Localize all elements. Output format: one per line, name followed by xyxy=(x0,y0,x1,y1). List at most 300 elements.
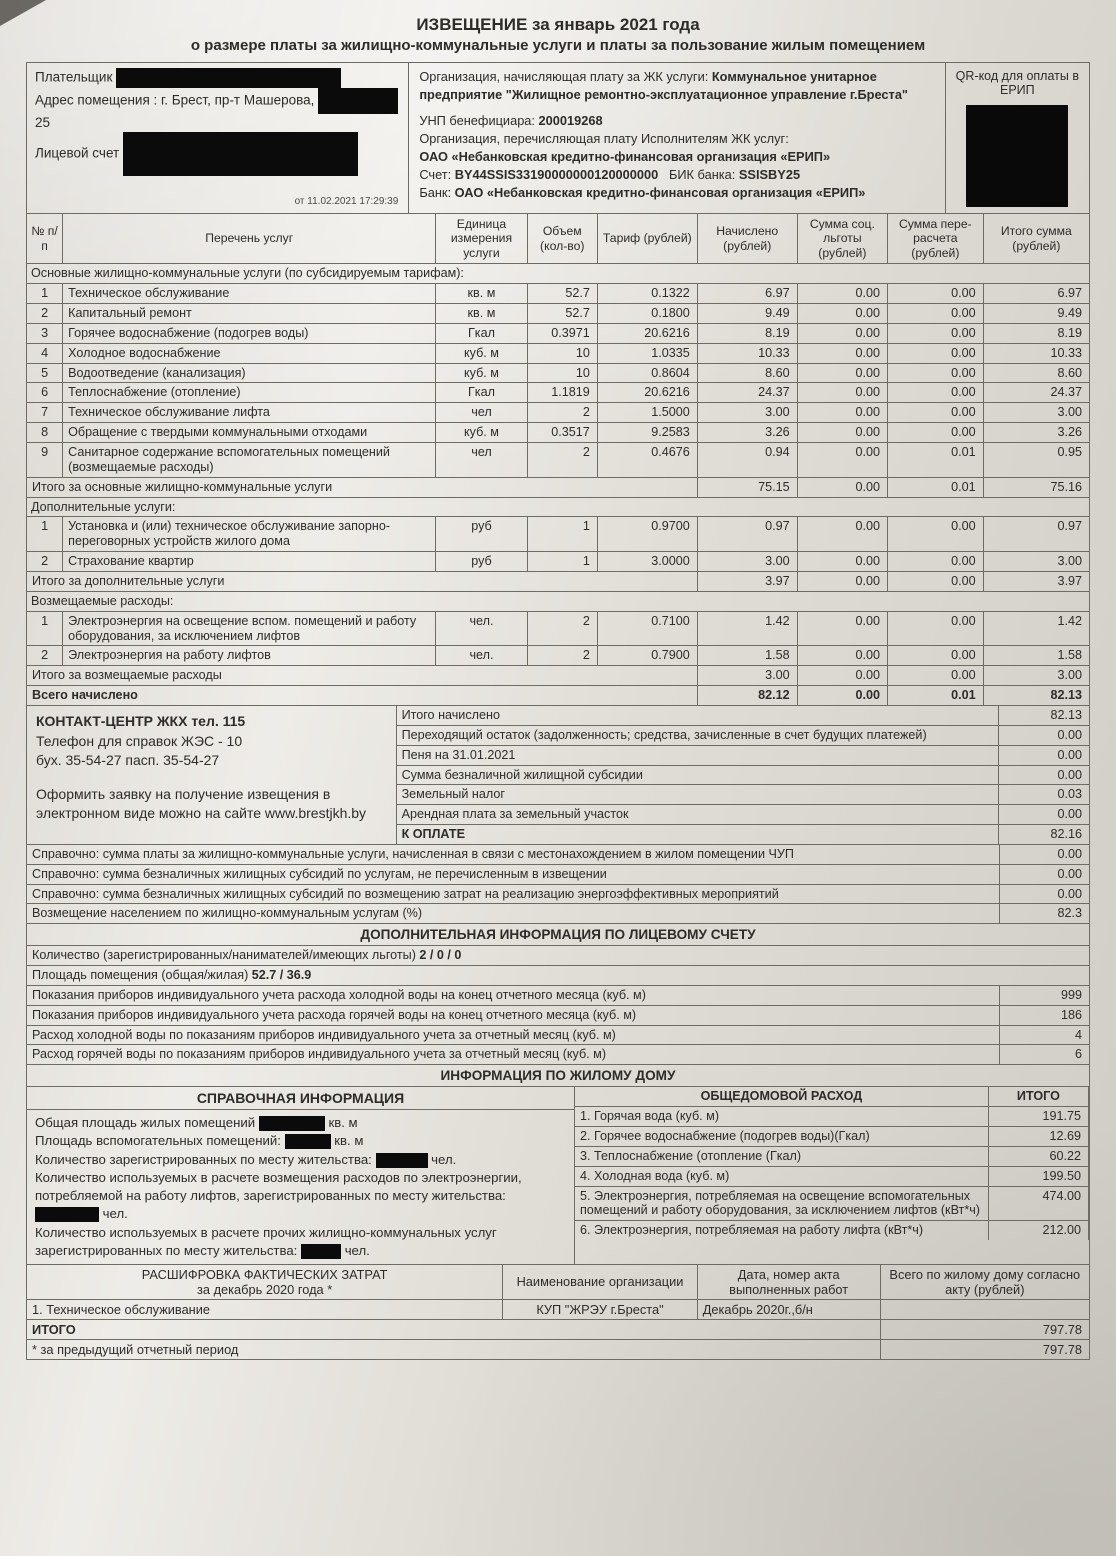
document-subtitle: о размере платы за жилищно-коммунальные услуги и платы за пользование жилым помещением xyxy=(190,37,926,55)
cell-service: Установка и (или) техническое обслуживание запорно-переговорных устройств жилого дома xyxy=(63,517,436,552)
costs-amount xyxy=(880,1299,1089,1319)
cell-num: 5 xyxy=(27,363,63,383)
cell-num: 2 xyxy=(27,646,63,666)
reference-table xyxy=(26,844,1090,924)
consumption-label: 4. Холодная вода (куб. м) xyxy=(575,1166,988,1186)
org-charging-line xyxy=(419,68,934,104)
col-unit: Единица измерения услуги xyxy=(436,214,527,264)
redacted-value xyxy=(285,1134,331,1149)
col-num: № п/п xyxy=(27,214,63,264)
col-accrued: Начислено (рублей) xyxy=(697,214,797,264)
house-info-block xyxy=(26,1087,1090,1265)
cell-num: 2 xyxy=(27,552,63,572)
account-info-label: Расход горячей воды по показаниям приборов индивидуального учета за отчетный месяц (куб. м) xyxy=(27,1045,1000,1065)
cell-service: Холодное водоснабжение xyxy=(63,343,436,363)
reference-row xyxy=(27,904,1090,924)
ref-unit: чел. xyxy=(431,1151,457,1167)
redacted-address-part xyxy=(318,88,398,114)
cell-recalc: 0.00 xyxy=(888,284,984,304)
summary-value: 0.00 xyxy=(999,745,1089,765)
org-transfer-value: ОАО «Небанковская кредитно-финансовая организация «ЕРИП» xyxy=(419,148,831,164)
account-number-line xyxy=(419,166,934,184)
subtotal-social: 0.00 xyxy=(797,477,887,497)
service-row xyxy=(27,552,1090,572)
cell-recalc: 0.00 xyxy=(888,423,984,443)
col-total: Итого сумма (рублей) xyxy=(983,214,1089,264)
summary-row xyxy=(397,725,1089,745)
reference-label: Справочно: сумма платы за жилищно-коммунальные услуги, начисленная в связи с местонахождением в жилом помещении ЧУП xyxy=(27,844,1000,864)
service-row xyxy=(27,517,1090,552)
reference-label: Справочно: сумма безналичных жилищных субсидий по услугам, не перечисленным в извещении xyxy=(27,864,1000,884)
consumption-total-label: ИТОГО xyxy=(988,1087,1088,1106)
consumption-value: 12.69 xyxy=(988,1126,1088,1146)
consumption-label: 2. Горячее водоснабжение (подогрев воды)(Гкал) xyxy=(575,1126,988,1146)
account-info-row xyxy=(27,946,1090,966)
account-info-row xyxy=(27,1025,1090,1045)
cell-tariff: 0.1800 xyxy=(597,303,697,323)
summary-row xyxy=(397,706,1089,725)
account-info-label: Показания приборов индивидуального учета расхода горячей воды на конец отчетного месяца (куб. м) xyxy=(27,1005,1000,1025)
account-info-value: 999 xyxy=(999,985,1089,1005)
consumption-label: 1. Горячая вода (куб. м) xyxy=(575,1107,988,1127)
account-info-value: 52.7 / 36.9 xyxy=(251,967,312,982)
iban-label: Счет: xyxy=(419,166,452,182)
contact-line: КОНТАКТ-ЦЕНТР ЖКХ тел. 115 xyxy=(36,713,246,729)
cell-tariff: 0.1322 xyxy=(597,284,697,304)
house-consumption-table xyxy=(575,1087,1089,1240)
cell-unit: кв. м xyxy=(436,284,527,304)
cell-recalc: 0.01 xyxy=(888,442,984,477)
costs-footnote-label: * за предыдущий отчетный период xyxy=(27,1340,881,1360)
header-info-block xyxy=(26,62,1090,214)
cell-service: Капитальный ремонт xyxy=(63,303,436,323)
cell-volume: 0.3971 xyxy=(527,323,597,343)
cell-unit: чел. xyxy=(436,646,527,666)
cell-num: 7 xyxy=(27,403,63,423)
section-main-services xyxy=(27,264,1090,284)
consumption-label: 6. Электроэнергия, потребляемая на работу лифта (кВт*ч) xyxy=(575,1221,988,1240)
consumption-label: 3. Теплоснабжение (отопление (Гкал) xyxy=(575,1146,988,1166)
cell-service: Электроэнергия на освещение вспом. помещений и работу оборудования, за исключением лифтов xyxy=(63,611,436,646)
account-info-label: Расход холодной воды по показаниям приборов индивидуального учета за отчетный месяц (куб. м) xyxy=(27,1025,1000,1045)
redacted-value xyxy=(259,1116,325,1131)
service-row xyxy=(27,303,1090,323)
redacted-payer-name xyxy=(116,68,341,88)
contact-summary-block xyxy=(26,706,1090,845)
subtotal-accrued: 75.15 xyxy=(697,477,797,497)
cell-volume: 10 xyxy=(527,363,597,383)
summary-row xyxy=(397,805,1089,825)
redacted-value xyxy=(301,1244,341,1259)
cell-tariff: 0.7900 xyxy=(597,646,697,666)
cell-service: Теплоснабжение (отопление) xyxy=(63,383,436,403)
address-label: Адрес помещения : г. Брест, пр-т Машерова, xyxy=(35,92,315,108)
payment-summary xyxy=(397,706,1089,844)
cell-tariff: 20.6216 xyxy=(597,323,697,343)
cell-total: 8.60 xyxy=(983,363,1089,383)
subtotal-reimbursable-row xyxy=(27,666,1090,686)
cell-volume: 52.7 xyxy=(527,284,597,304)
summary-row-total-due xyxy=(397,825,1089,844)
subtotal-social: 0.00 xyxy=(797,666,887,686)
cell-unit: Гкал xyxy=(436,323,527,343)
summary-value: 0.00 xyxy=(999,805,1089,825)
document-title: ИЗВЕЩЕНИЕ за январь 2021 года xyxy=(416,15,700,34)
reference-value: 0.00 xyxy=(999,844,1089,864)
qr-code-redacted xyxy=(966,105,1068,207)
payer-block xyxy=(27,63,409,213)
ref-text: Количество используемых в расчете прочих жилищно-коммунальных услуг зарегистрированных по месту жительства: xyxy=(35,1224,497,1258)
service-row xyxy=(27,646,1090,666)
summary-value: 0.00 xyxy=(999,765,1089,785)
ref-line xyxy=(35,1132,566,1150)
consumption-value: 474.00 xyxy=(988,1186,1088,1221)
cell-accrued: 3.26 xyxy=(697,423,797,443)
cell-social: 0.00 xyxy=(797,383,887,403)
cell-unit: чел xyxy=(436,442,527,477)
address-line2: 25 xyxy=(35,115,51,131)
costs-title-line1: РАСШИФРОВКА ФАКТИЧЕСКИХ ЗАТРАТ xyxy=(141,1266,388,1282)
bik-label: БИК банка: xyxy=(668,166,736,182)
service-row xyxy=(27,423,1090,443)
account-info-label: Площадь помещения (общая/жилая) xyxy=(32,967,249,982)
cell-volume: 52.7 xyxy=(527,303,597,323)
col-volume: Объем (кол-во) xyxy=(527,214,597,264)
account-info-row xyxy=(27,985,1090,1005)
summary-row xyxy=(397,765,1089,785)
costs-org: КУП "ЖРЭУ г.Бреста" xyxy=(503,1299,698,1319)
costs-total-row xyxy=(27,1320,1090,1340)
reference-label: Справочно: сумма безналичных жилищных субсидий по возмещению затрат на реализацию энергоэффективных мероприятий xyxy=(27,884,1000,904)
costs-footnote-row xyxy=(27,1340,1090,1360)
cell-service: Электроэнергия на работу лифтов xyxy=(63,646,436,666)
costs-row xyxy=(27,1299,1090,1319)
reference-row xyxy=(27,844,1090,864)
consumption-value: 191.75 xyxy=(988,1107,1088,1127)
ref-unit: кв. м xyxy=(334,1133,364,1149)
reference-value: 0.00 xyxy=(999,864,1089,884)
cell-volume: 1 xyxy=(527,552,597,572)
cell-social: 0.00 xyxy=(797,611,887,646)
house-info-title: ИНФОРМАЦИЯ ПО ЖИЛОМУ ДОМУ xyxy=(26,1065,1090,1087)
cell-recalc: 0.00 xyxy=(888,403,984,423)
account-info-title: ДОПОЛНИТЕЛЬНАЯ ИНФОРМАЦИЯ ПО ЛИЦЕВОМУ СЧЕТУ xyxy=(26,924,1090,946)
cell-recalc: 0.00 xyxy=(888,517,984,552)
summary-label: Итого начислено xyxy=(397,706,999,725)
service-row xyxy=(27,403,1090,423)
cell-social: 0.00 xyxy=(797,423,887,443)
section-label: Основные жилищно-коммунальные услуги (по субсидируемым тарифам): xyxy=(27,264,1090,284)
bank-label: Банк: xyxy=(419,184,452,200)
subtotal-accrued: 3.97 xyxy=(697,571,797,591)
subtotal-label: Итого за возмещаемые расходы xyxy=(27,666,698,686)
contact-line: бух. 35-54-27 пасп. 35-54-27 xyxy=(36,752,220,769)
payer-line xyxy=(35,68,400,88)
photo-corner-shadow xyxy=(0,0,46,26)
cell-recalc: 0.00 xyxy=(888,303,984,323)
ref-line xyxy=(35,1151,566,1169)
subtotal-total: 3.00 xyxy=(983,666,1089,686)
print-timestamp: от 11.02.2021 17:29:39 xyxy=(294,195,399,207)
service-row xyxy=(27,323,1090,343)
cell-social: 0.00 xyxy=(797,363,887,383)
account-info-value: 2 / 0 / 0 xyxy=(419,948,462,963)
summary-row xyxy=(397,785,1089,805)
account-info-value: 6 xyxy=(999,1045,1089,1065)
cell-service: Техническое обслуживание xyxy=(63,284,436,304)
cell-accrued: 9.49 xyxy=(697,303,797,323)
qr-block xyxy=(946,63,1089,213)
ref-line xyxy=(35,1169,566,1224)
unp-label: УНП бенефициара: xyxy=(419,113,535,129)
summary-row xyxy=(397,745,1089,765)
cell-total: 6.97 xyxy=(983,284,1089,304)
cell-unit: чел. xyxy=(436,611,527,646)
cell-total: 1.58 xyxy=(983,646,1089,666)
summary-label: Земельный налог xyxy=(397,785,999,805)
cell-service: Горячее водоснабжение (подогрев воды) xyxy=(63,323,436,343)
section-label: Возмещаемые расходы: xyxy=(27,591,1090,611)
cell-accrued: 3.00 xyxy=(697,552,797,572)
cell-total: 0.97 xyxy=(983,517,1089,552)
summary-label: Арендная плата за земельный участок xyxy=(397,805,999,825)
service-row xyxy=(27,383,1090,403)
cell-social: 0.00 xyxy=(797,442,887,477)
cell-accrued: 6.97 xyxy=(697,284,797,304)
reference-label: Возмещение населением по жилищно-коммунальным услугам (%) xyxy=(27,904,1000,924)
contact-block xyxy=(27,706,397,844)
cell-service: Санитарное содержание вспомогательных помещений (возмещаемые расходы) xyxy=(63,442,436,477)
cell-unit: куб. м xyxy=(436,363,527,383)
grand-total-row xyxy=(27,686,1090,706)
bik-value: SSISBY25 xyxy=(738,166,801,182)
consumption-row xyxy=(575,1146,1089,1166)
ref-text: Общая площадь жилых помещений xyxy=(35,1115,256,1131)
cell-recalc: 0.00 xyxy=(888,383,984,403)
col-recalc: Сумма пере-расчета (рублей) xyxy=(888,214,984,264)
cell-social: 0.00 xyxy=(797,343,887,363)
service-row xyxy=(27,611,1090,646)
cell-accrued: 1.42 xyxy=(697,611,797,646)
cell-volume: 1 xyxy=(527,517,597,552)
cell-num: 8 xyxy=(27,423,63,443)
subtotal-accrued: 3.00 xyxy=(697,666,797,686)
subtotal-label: Итого за основные жилищно-коммунальные услуги xyxy=(27,477,698,497)
consumption-title: ОБЩЕДОМОВОЙ РАСХОД xyxy=(575,1087,988,1106)
grand-total-label: Всего начислено xyxy=(27,686,698,706)
cell-tariff: 0.4676 xyxy=(597,442,697,477)
cell-social: 0.00 xyxy=(797,517,887,552)
cell-tariff: 3.0000 xyxy=(597,552,697,572)
house-consumption-block xyxy=(575,1087,1089,1264)
cell-service: Страхование квартир xyxy=(63,552,436,572)
cell-num: 4 xyxy=(27,343,63,363)
cell-service: Техническое обслуживание лифта xyxy=(63,403,436,423)
reference-row xyxy=(27,864,1090,884)
subtotal-main-row xyxy=(27,477,1090,497)
cell-tariff: 1.0335 xyxy=(597,343,697,363)
section-label: Дополнительные услуги: xyxy=(27,497,1090,517)
redacted-value xyxy=(376,1153,428,1168)
section-additional-services xyxy=(27,497,1090,517)
cell-accrued: 1.58 xyxy=(697,646,797,666)
cell-tariff: 1.5000 xyxy=(597,403,697,423)
costs-breakdown-table xyxy=(26,1264,1090,1360)
qr-label: QR-код для оплаты в ЕРИП xyxy=(955,69,1079,98)
cell-tariff: 0.8604 xyxy=(597,363,697,383)
cell-unit: куб. м xyxy=(436,423,527,443)
cell-unit: кв. м xyxy=(436,303,527,323)
cell-num: 2 xyxy=(27,303,63,323)
cell-total: 9.49 xyxy=(983,303,1089,323)
cell-unit: куб. м xyxy=(436,343,527,363)
cell-social: 0.00 xyxy=(797,403,887,423)
subtotal-total: 75.16 xyxy=(983,477,1089,497)
org-charging-label: Организация, начисляющая плату за ЖК услуги: xyxy=(419,69,709,85)
cell-volume: 2 xyxy=(527,442,597,477)
cell-recalc: 0.00 xyxy=(888,323,984,343)
reference-row xyxy=(27,884,1090,904)
consumption-row xyxy=(575,1126,1089,1146)
cell-recalc: 0.00 xyxy=(888,363,984,383)
col-social: Сумма соц. льготы (рублей) xyxy=(797,214,887,264)
cell-social: 0.00 xyxy=(797,323,887,343)
summary-value: 0.00 xyxy=(999,725,1089,745)
cell-total: 10.33 xyxy=(983,343,1089,363)
reference-value: 82.3 xyxy=(999,904,1089,924)
contact-line: Телефон для справок ЖЭС - 10 xyxy=(36,732,243,749)
cell-volume: 0.3517 xyxy=(527,423,597,443)
cell-volume: 2 xyxy=(527,646,597,666)
ref-text: Количество зарегистрированных по месту жительства: xyxy=(35,1151,372,1167)
cell-accrued: 8.19 xyxy=(697,323,797,343)
costs-col-org: Наименование организации xyxy=(503,1264,698,1299)
consumption-value: 212.00 xyxy=(988,1221,1088,1240)
costs-footnote-value: 797.78 xyxy=(880,1340,1089,1360)
consumption-row xyxy=(575,1107,1089,1127)
org-transfer-value-line xyxy=(419,148,934,166)
costs-total-label: ИТОГО xyxy=(27,1320,881,1340)
section-reimbursable xyxy=(27,591,1090,611)
cell-unit: чел xyxy=(436,403,527,423)
cell-total: 3.00 xyxy=(983,403,1089,423)
cell-social: 0.00 xyxy=(797,646,887,666)
ref-unit: чел. xyxy=(344,1242,370,1258)
costs-col-total: Всего по жилому дому согласно акту (рублей) xyxy=(880,1264,1089,1299)
cell-total: 8.19 xyxy=(983,323,1089,343)
consumption-label: 5. Электроэнергия, потребляемая на освещение вспомогательных помещений и работу оборудования, за исключением лифтов (кВт*ч) xyxy=(575,1186,988,1221)
cell-unit: руб xyxy=(436,517,527,552)
cell-num: 9 xyxy=(27,442,63,477)
cell-num: 3 xyxy=(27,323,63,343)
cell-num: 1 xyxy=(27,611,63,646)
account-info-inline xyxy=(27,946,1090,966)
costs-col-act: Дата, номер акта выполненных работ xyxy=(697,1264,880,1299)
cell-accrued: 24.37 xyxy=(697,383,797,403)
reference-info-block xyxy=(27,1087,575,1264)
subtotal-recalc: 0.00 xyxy=(888,571,984,591)
cell-unit: Гкал xyxy=(436,383,527,403)
account-info-row xyxy=(27,965,1090,985)
subtotal-recalc: 0.01 xyxy=(888,477,984,497)
reference-value: 0.00 xyxy=(999,884,1089,904)
costs-service: 1. Техническое обслуживание xyxy=(27,1299,503,1319)
cell-social: 0.00 xyxy=(797,303,887,323)
account-info-inline xyxy=(27,965,1090,985)
cell-volume: 10 xyxy=(527,343,597,363)
cell-total: 3.00 xyxy=(983,552,1089,572)
subtotal-recalc: 0.00 xyxy=(888,666,984,686)
total-due-value: 82.16 xyxy=(999,825,1089,844)
org-charging-value: Коммунальное унитарное предприятие "Жилищное ремонтно-эксплуатационное управление г.Бреста" xyxy=(419,69,908,103)
contact-note: Оформить заявку на получение извещения в электронном виде можно на сайте www.brestjkh.by xyxy=(36,785,367,822)
cell-num: 6 xyxy=(27,383,63,403)
subtotal-label: Итого за дополнительные услуги xyxy=(27,571,698,591)
cell-volume: 2 xyxy=(527,611,597,646)
service-row xyxy=(27,343,1090,363)
total-due-label: К ОПЛАТЕ xyxy=(397,825,999,844)
account-info-label: Количество (зарегистрированных/нанимателей/имеющих льготы) xyxy=(32,948,416,963)
payment-summary-table xyxy=(397,706,1089,844)
unp-line xyxy=(419,112,934,130)
cell-recalc: 0.00 xyxy=(888,343,984,363)
grand-total-recalc: 0.01 xyxy=(888,686,984,706)
cell-num: 1 xyxy=(27,284,63,304)
summary-label: Сумма безналичной жилищной субсидии xyxy=(397,765,999,785)
cell-tariff: 0.9700 xyxy=(597,517,697,552)
service-row xyxy=(27,363,1090,383)
subtotal-social: 0.00 xyxy=(797,571,887,591)
cell-volume: 2 xyxy=(527,403,597,423)
consumption-row xyxy=(575,1186,1089,1221)
ref-unit: чел. xyxy=(102,1206,128,1222)
cell-total: 0.95 xyxy=(983,442,1089,477)
ref-line xyxy=(35,1114,566,1132)
cell-social: 0.00 xyxy=(797,552,887,572)
cell-volume: 1.1819 xyxy=(527,383,597,403)
cell-service: Обращение с твердыми коммунальными отходами xyxy=(63,423,436,443)
account-line xyxy=(35,132,400,176)
iban-value: BY44SSIS33190000000120000000 xyxy=(454,166,659,182)
address-line xyxy=(35,88,400,114)
reference-info-body xyxy=(27,1110,574,1264)
costs-total-value: 797.78 xyxy=(880,1320,1089,1340)
organization-block xyxy=(409,63,945,213)
cell-accrued: 10.33 xyxy=(697,343,797,363)
col-service: Перечень услуг xyxy=(63,214,436,264)
ref-text: Площадь вспомогательных помещений: xyxy=(35,1133,281,1149)
cell-recalc: 0.00 xyxy=(888,611,984,646)
account-info-row xyxy=(27,1005,1090,1025)
cell-total: 3.26 xyxy=(983,423,1089,443)
cell-accrued: 0.97 xyxy=(697,517,797,552)
cell-service: Водоотведение (канализация) xyxy=(63,363,436,383)
costs-title-line2: за декабрь 2020 года * xyxy=(197,1281,333,1297)
cell-tariff: 20.6216 xyxy=(597,383,697,403)
subtotal-total: 3.97 xyxy=(983,571,1089,591)
service-row xyxy=(27,442,1090,477)
summary-value: 82.13 xyxy=(999,706,1089,725)
account-info-value: 4 xyxy=(999,1025,1089,1045)
charges-table xyxy=(26,213,1090,706)
cell-recalc: 0.00 xyxy=(888,552,984,572)
summary-label: Пеня на 31.01.2021 xyxy=(397,745,999,765)
grand-total-accrued: 82.12 xyxy=(697,686,797,706)
costs-act: Декабрь 2020г.,б/н xyxy=(697,1299,880,1319)
account-info-row xyxy=(27,1045,1090,1065)
bank-value: ОАО «Небанковская кредитно-финансовая организация «ЕРИП» xyxy=(454,184,866,200)
cell-unit: руб xyxy=(436,552,527,572)
